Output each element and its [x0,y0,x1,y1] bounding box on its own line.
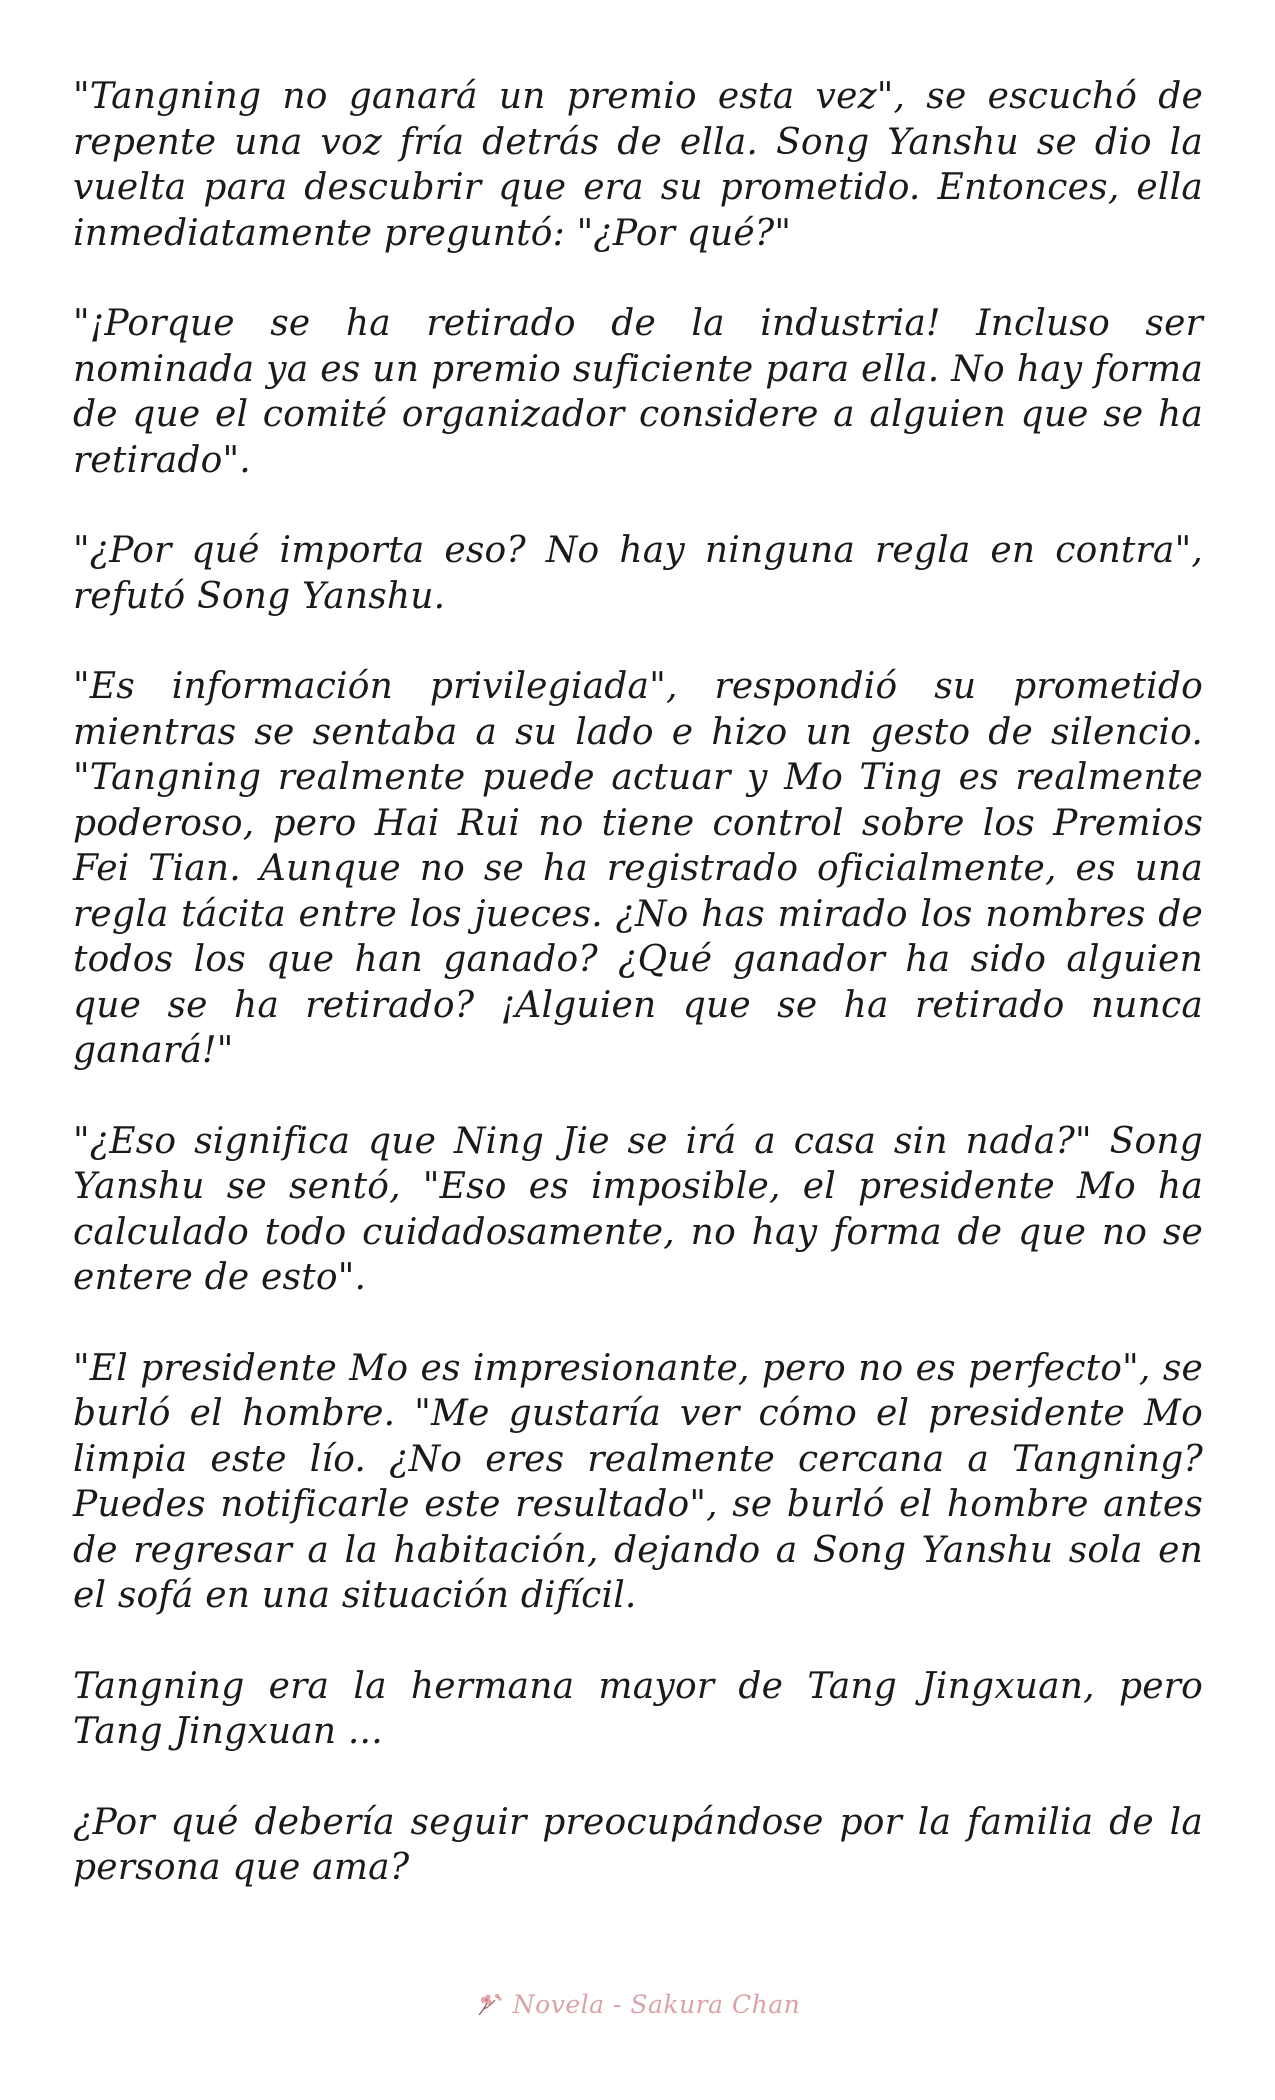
chapter-text [73,74,1203,1936]
paragraph-4: "Es información privilegiada", respondió su prometido mientras se sentaba a su lado e hizo un gesto de silencio. "Tangning realmente puede actuar y Mo Ting es realmente poderoso, pero Hai Rui no tiene control sobre los Premios Fei Tian. Aunque no se ha registrado oficialmente, es una regla tácita entre los jueces. ¿No has mirado los nombres de todos los que han ganado? ¿Qué ganador ha sido alguien que se ha retirado? ¡Alguien que se ha retirado nunca ganará!" [73,666,1203,1071]
watermark-text: Novela - Sakura Chan [512,1990,801,2019]
watermark-footer [0,1990,1275,2030]
paragraph-6: "El presidente Mo es impresionante, pero no es perfecto", se burló el hombre. "Me gustaría ver cómo el presidente Mo limpia este lío. ¿No eres realmente cercana a Tangning? Puedes notificarle este resultado", se burló el hombre antes de regresar a la habitación, dejando a Song Yanshu sola en el sofá en una situación difícil. [73,1347,1203,1616]
paragraph-7: Tangning era la hermana mayor de Tang Jingxuan, pero Tang Jingxuan ... [73,1665,1203,1752]
paragraph-2: "¡Porque se ha retirado de la industria! Incluso ser nominada ya es un premio suficiente para ella. No hay forma de que el comité organizador considere a alguien que se ha retirado". [73,303,1203,481]
sakura-flower-icon [475,1991,505,2019]
paragraph-5: "¿Eso significa que Ning Jie se irá a casa sin nada?" Song Yanshu se sentó, "Eso es imposible, el presidente Mo ha calculado todo cuidadosamente, no hay forma de que no se entere de esto". [73,1120,1203,1298]
paragraph-8: ¿Por qué debería seguir preocupándose por la familia de la persona que ama? [73,1801,1203,1888]
paragraph-3: "¿Por qué importa eso? No hay ninguna regla en contra", refutó Song Yanshu. [73,530,1203,617]
watermark [475,1990,800,2019]
paragraph-1: "Tangning no ganará un premio esta vez", se escuchó de repente una voz fría detrás de ella. Song Yanshu se dio la vuelta para descubrir que era su prometido. Entonces, ella inmediatamente preguntó: "¿Por qué?" [73,76,1203,254]
